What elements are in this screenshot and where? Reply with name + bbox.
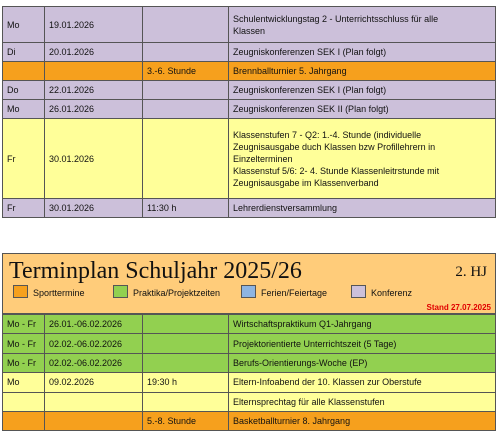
date-cell: 20.01.2026: [45, 43, 143, 62]
day-cell: Do: [3, 81, 45, 100]
event-cell: Brennballturnier 5. Jahrgang: [229, 62, 496, 81]
legend: [13, 285, 453, 299]
time-cell: 11:30 h: [143, 199, 229, 218]
time-cell: [143, 7, 229, 43]
event-cell: Basketballturnier 8. Jahrgang: [229, 411, 496, 430]
event-line: Zeugnisausgabe duch Klassen bzw Profillehrern in: [233, 141, 436, 152]
legend-swatch: [113, 285, 128, 298]
date-cell: 30.01.2026: [45, 199, 143, 218]
date-cell: 26.01.-06.02.2026: [45, 315, 143, 334]
day-cell: Mo - Fr: [3, 334, 45, 353]
time-cell: [143, 119, 229, 199]
table-row: [3, 7, 496, 43]
event-line: Schulentwicklungstag 2 - Unterrichtsschluss für alle: [233, 13, 439, 24]
top-schedule-table: [2, 6, 496, 218]
date-cell: 22.01.2026: [45, 81, 143, 100]
time-cell: [143, 43, 229, 62]
event-cell: Projektorientierte Unterrichtszeit (5 Tage): [229, 334, 496, 353]
event-cell: [229, 119, 496, 199]
table-row: [3, 392, 496, 411]
time-cell: [143, 353, 229, 372]
date-cell: [45, 411, 143, 430]
table-row: [3, 119, 496, 199]
table-row: [3, 199, 496, 218]
day-cell: Mo: [3, 100, 45, 119]
event-cell: [229, 7, 496, 43]
event-cell: Zeugniskonferenzen SEK I (Plan folgt): [229, 43, 496, 62]
date-cell: 02.02.-06.02.2026: [45, 353, 143, 372]
event-cell: Wirtschaftspraktikum Q1-Jahrgang: [229, 315, 496, 334]
event-cell: Zeugniskonferenzen SEK II (Plan folgt): [229, 100, 496, 119]
legend-label: Praktika/Projektzeiten: [133, 288, 221, 298]
event-line: Klassenstufen 7 - Q2: 1.-4. Stunde (individuelle: [233, 129, 422, 140]
table-row: [3, 353, 496, 372]
day-cell: Mo: [3, 7, 45, 43]
date-cell: 30.01.2026: [45, 119, 143, 199]
day-cell: [3, 392, 45, 411]
day-cell: Mo - Fr: [3, 353, 45, 372]
event-line: Zeugnisausgabe im Klassenverband: [233, 177, 379, 188]
time-cell: [143, 392, 229, 411]
page-title: Terminplan Schuljahr 2025/26: [9, 258, 302, 284]
bottom-schedule-table: [2, 314, 496, 431]
legend-label: Konferenz: [371, 288, 413, 298]
table-row: [3, 43, 496, 62]
table-row: [3, 100, 496, 119]
event-line: Klassenstuf 5/6: 2- 4. Stunde Klassenleitrstunde mit: [233, 165, 440, 176]
day-cell: [3, 411, 45, 430]
time-cell: [143, 334, 229, 353]
date-cell: [45, 392, 143, 411]
date-cell: [45, 62, 143, 81]
day-cell: Mo: [3, 373, 45, 392]
time-cell: [143, 100, 229, 119]
date-cell: 02.02.-06.02.2026: [45, 334, 143, 353]
time-cell: [143, 315, 229, 334]
event-cell: Zeugniskonferenzen SEK I (Plan folgt): [229, 81, 496, 100]
table-row: [3, 62, 496, 81]
event-cell: Berufs-Orientierungs-Woche (EP): [229, 353, 496, 372]
event-cell: Eltern-Infoabend der 10. Klassen zur Oberstufe: [229, 373, 496, 392]
date-cell: 09.02.2026: [45, 373, 143, 392]
event-cell: Lehrerdienstversammlung: [229, 199, 496, 218]
table-row: [3, 411, 496, 430]
date-cell: 26.01.2026: [45, 100, 143, 119]
event-cell: Elternsprechtag für alle Klassenstufen: [229, 392, 496, 411]
table-row: [3, 81, 496, 100]
event-line: Einzelterminen: [233, 153, 293, 164]
day-cell: Mo - Fr: [3, 315, 45, 334]
stand-date: Stand 27.07.2025: [426, 303, 491, 312]
legend-label: Sporttermine: [33, 288, 85, 298]
legend-label: Ferien/Feiertage: [261, 288, 328, 298]
time-cell: 19:30 h: [143, 373, 229, 392]
legend-swatch: [351, 285, 366, 298]
time-cell: 3.-6. Stunde: [143, 62, 229, 81]
time-cell: 5.-8. Stunde: [143, 411, 229, 430]
day-cell: Fr: [3, 199, 45, 218]
day-cell: Di: [3, 43, 45, 62]
schedule-header: [2, 253, 496, 314]
legend-swatch: [241, 285, 256, 298]
date-cell: 19.01.2026: [45, 7, 143, 43]
legend-swatch: [13, 285, 28, 298]
day-cell: Fr: [3, 119, 45, 199]
time-cell: [143, 81, 229, 100]
half-year-label: 2. HJ: [455, 264, 487, 280]
day-cell: [3, 62, 45, 81]
event-line: Klassen: [233, 25, 266, 36]
table-row: [3, 334, 496, 353]
table-row: [3, 373, 496, 392]
table-row: [3, 315, 496, 334]
